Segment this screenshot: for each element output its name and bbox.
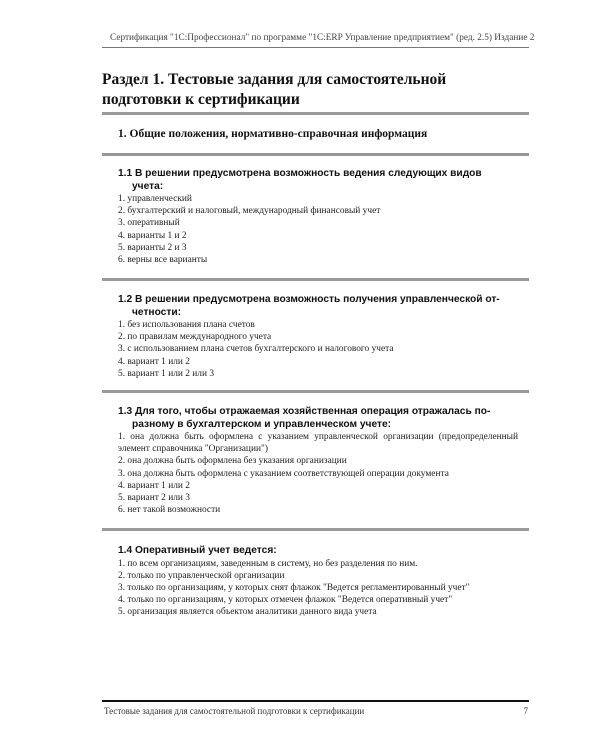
section-divider <box>102 112 529 115</box>
running-header: Сертификация "1С:Профессионал" по программе "1С:ERP Управление предприятием" (ред. 2.5) Издание 2 <box>110 33 535 43</box>
answer-option: 4. вариант 1 или 2 <box>118 480 190 491</box>
answer-option: 4. только по организациям, у которых отмечен флажок "Ведется оперативный учет" <box>118 595 453 606</box>
question-divider <box>102 390 529 393</box>
question-title-line1: 1.2 В решении предусмотрена возможность получения управленческой от- <box>118 294 500 305</box>
question-title-line1: 1.4 Оперативный учет ведется: <box>118 545 277 556</box>
section-title: Раздел 1. Тестовые задания для самостоятельной подготовки к сертификации <box>102 71 447 108</box>
header-divider <box>102 47 529 48</box>
question-divider <box>102 528 529 531</box>
answer-option: 1. по всем организациям, заведенным в систему, но без разделения по ним. <box>118 558 418 569</box>
answer-option: 3. с использованием плана счетов бухгалтерского и налогового учета <box>118 344 394 355</box>
answer-list <box>118 558 518 619</box>
answer-option: 3. оперативный <box>118 218 180 229</box>
answer-list <box>118 431 518 516</box>
answer-option: 1. без использования плана счетов <box>118 320 255 330</box>
answer-option: 6. нет такой возможности <box>118 505 221 516</box>
question-1-1 <box>118 168 518 266</box>
answer-option: 2. бухгалтерский и налоговый, международный финансовый учет <box>118 206 381 217</box>
question-title-line2: учета: <box>132 180 164 192</box>
answer-option: 5. вариант 1 или 2 или 3 <box>118 368 215 379</box>
answer-option: 1. она должна быть оформлена с указанием управленческой организации (предопределенный элемент справочника "Организации") <box>118 432 518 455</box>
subsection-title: 1. Общие положения, нормативно-справочная информация <box>118 128 428 140</box>
question-title <box>118 168 518 193</box>
answer-option: 2. по правилам международного учета <box>118 332 272 343</box>
question-title-line1: 1.3 Для того, чтобы отражаемая хозяйственная операция отражалась по- <box>118 406 491 417</box>
question-1-2 <box>118 294 518 380</box>
question-1-3 <box>118 406 518 516</box>
footer-divider <box>102 700 529 702</box>
question-title <box>118 545 518 558</box>
subsection-divider <box>102 153 529 156</box>
question-title-line2: разному в бухгалтерском и управленческом учете: <box>132 418 392 430</box>
answer-option: 4. вариант 1 или 2 <box>118 356 190 367</box>
answer-option: 6. верны все варианты <box>118 255 208 266</box>
answer-option: 3. только по организациям, у которых снят флажок "Ведется регламентированный учет" <box>118 582 470 593</box>
answer-option: 5. организация является объектом аналитики данного вида учета <box>118 607 377 618</box>
question-title <box>118 294 518 319</box>
answer-option: 5. варианты 2 и 3 <box>118 242 187 253</box>
answer-option: 3. она должна быть оформлена с указанием соответствующей операции документа <box>118 468 449 479</box>
page-number: 7 <box>523 706 528 716</box>
answer-option: 4. варианты 1 и 2 <box>118 230 187 241</box>
answer-list <box>118 193 518 266</box>
answer-option: 1. управленческий <box>118 194 192 204</box>
question-title-line2: четности: <box>132 306 181 318</box>
question-1-4 <box>118 545 518 619</box>
answer-option: 2. только по управленческой организации <box>118 570 285 581</box>
question-divider <box>102 278 529 281</box>
answer-option: 2. она должна быть оформлена без указания организации <box>118 456 347 467</box>
answer-option: 5. вариант 2 или 3 <box>118 493 190 504</box>
question-title <box>118 406 518 431</box>
question-title-line1: 1.1 В решении предусмотрена возможность ведения следующих видов <box>118 168 482 179</box>
answer-list <box>118 319 518 380</box>
running-footer: Тестовые задания для самостоятельной подготовки к сертификации <box>104 706 365 716</box>
